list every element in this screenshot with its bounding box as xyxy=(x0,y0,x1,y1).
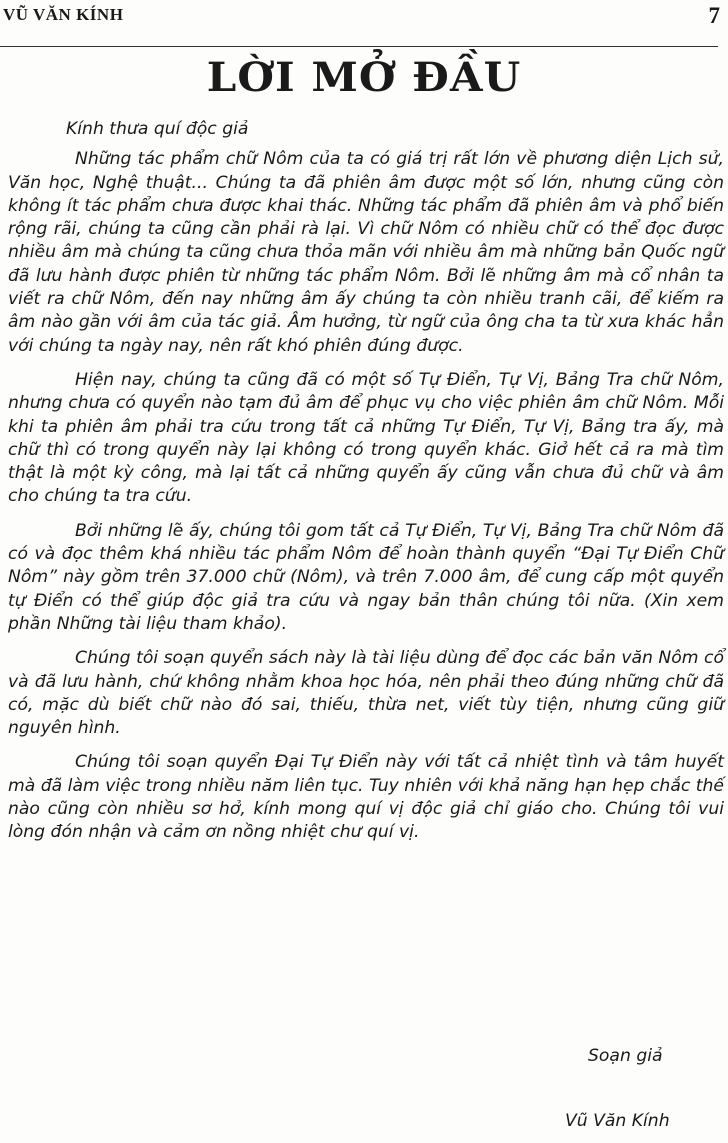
header-author: VŨ VĂN KÍNH xyxy=(3,5,124,24)
paragraph-3: Bởi những lẽ ấy, chúng tôi gom tất cả Tự Điển, Tự Vị, Bảng Tra chữ Nôm đã có và đọc thêm khá nhiều tác phẩm Nôm để hoàn thành quyển “Đại Tự Điển Chữ Nôm” này gồm trên 37.000 chữ (Nôm), và trên 7.000 âm, để cung cấp một quyển tự Điển có thể giúp độc giả tra cứu và ngay bản thân chúng tôi nữa. (Xin xem phần Những tài liệu tham khảo). xyxy=(8,520,724,634)
signature-role: Soạn giả xyxy=(588,1046,663,1066)
paragraph-4: Chúng tôi soạn quyển sách này là tài liệu dùng để đọc các bản văn Nôm cổ và đã lưu hành, chứ không nhằm khoa học hóa, nên phải theo đúng những chữ đã có, mặc dù biết chữ nào đó sai, thiếu, thừa net, viết tùy tiện, nhưng cũng giữ nguyên hình. xyxy=(8,648,724,739)
page-number: 7 xyxy=(708,3,720,28)
running-header xyxy=(0,0,728,40)
header-rule xyxy=(0,46,718,47)
body-text xyxy=(8,118,724,845)
paragraph-5: Chúng tôi soạn quyển Đại Tự Điển này với tất cả nhiệt tình và tâm huyết mà đã làm việc trong nhiều năm liên tục. Tuy nhiên với khả năng hạn hẹp chắc thế nào cũng còn nhiều sơ hở, kính mong quí vị độc giả chỉ giáo cho. Chúng tôi vui lòng đón nhận và cảm ơn nồng nhiệt chư quí vị. xyxy=(8,752,724,843)
paragraph-1: Những tác phẩm chữ Nôm của ta có giá trị rất lớn về phương diện Lịch sử, Văn học, Nghệ thuật... Chúng ta đã phiên âm được một số lớn, nhưng cũng còn không ít tác phẩm chưa được khai thác. Những tác phẩm đã phiên âm và phổ biến rộng rãi, chúng ta cũng cần phải rà lại. Vì chữ Nôm có nhiều chữ có thể đọc được nhiều âm mà chúng ta cũng chưa thỏa mãn với nhiều âm mà những bản Quốc ngữ đã lưu hành được phiên từ những tác phẩm Nôm. Bởi lẽ những âm mà cổ nhân ta viết ra chữ Nôm, đến nay những âm ấy chúng ta còn nhiều tranh cãi, để kiếm ra âm nào gần với âm của tác giả. Âm hưởng, từ ngữ của ông cha ta từ xưa khác hẳn với chúng ta ngày nay, nên rất khó phiên đúng được. xyxy=(8,149,724,356)
signature-name: Vũ Văn Kính xyxy=(565,1111,670,1131)
page-title: LỜI MỞ ĐẦU xyxy=(206,54,522,101)
salutation: Kính thưa quí độc giả xyxy=(66,119,249,139)
paragraph-2: Hiện nay, chúng ta cũng đã có một số Tự Điển, Tự Vị, Bảng Tra chữ Nôm, nhưng chưa có quyển nào tạm đủ âm để phục vụ cho việc phiên âm chữ Nôm. Mỗi khi ta phiên âm phải tra cứu trong tất cả những Tự Điển, Tự Vị, Bảng tra ấy, mà chữ thì có trong quyển này lại không có trong quyển khác. Giở hết cả ra mà tìm thật là một kỳ công, mà lại tất cả những quyển ấy cũng vẫn chưa đủ chữ và âm cho chúng ta tra cứu. xyxy=(8,369,724,507)
